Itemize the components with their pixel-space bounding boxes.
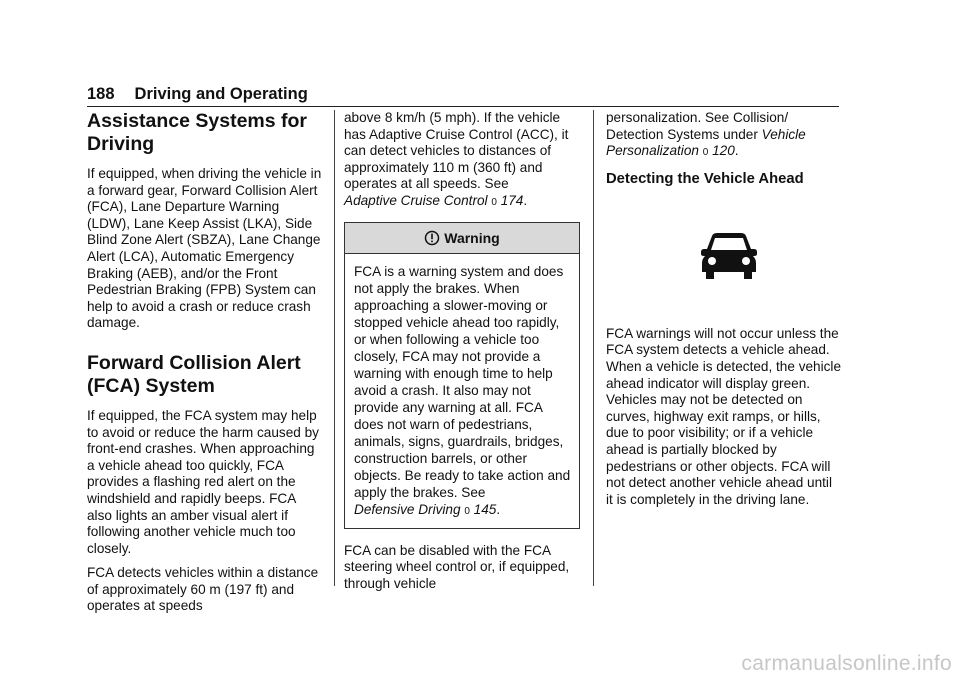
heading-fca-system: Forward Collision Alert (FCA) System	[87, 351, 301, 397]
link-defensive-driving[interactable]: Defensive Driving	[354, 501, 461, 517]
page-ref-number[interactable]: 174	[500, 192, 524, 208]
warning-text: FCA is a warning system and does not apply the brakes. When approaching a slower-moving or stopped vehicle ahead too rapidly, or when following a vehicle too closely, FCA may not provide a warning with enough time to help avoid a crash. It also may not provide any warning at all. FCA does not warn of pedestrians, animals, signs, guardrails, bridges, construction barrels, or other objects. Be ready to take action and apply the brakes. See	[354, 263, 571, 500]
column-divider	[334, 110, 335, 586]
link-vehicle-personalization[interactable]: Vehicle Personalization	[606, 126, 806, 159]
heading-assistance-systems: Assistance Systems for Driving	[87, 110, 308, 155]
paragraph: FCA detects vehicles within a distance of approximately 60 m (197 ft) and operates at speeds	[87, 565, 319, 614]
page-ref-symbol: 0	[702, 147, 709, 159]
vehicle-ahead-icon	[700, 232, 758, 280]
warning-header	[345, 223, 579, 254]
page-header	[87, 84, 839, 107]
page-ref-symbol: 0	[464, 505, 470, 517]
warning-box	[344, 222, 580, 529]
paragraph: If equipped, when driving the vehicle in a forward gear, Forward Collision Alert (FCA), Lane Departure Warning (LDW), Lane Keep Assist (LKA), Side Blind Zone Alert (SBZA), Lane Change Alert (LCA), Automatic Emergency Braking (AEB), and/or the Front Pedestrian Braking (FPB) System can help to avoid a crash or reduce crash damage.	[87, 166, 322, 331]
page-ref-number[interactable]: 120	[712, 143, 735, 159]
paragraph: above 8 km/h (5 mph). If the vehicle has Adaptive Cruise Control (ACC), it can detect vehicles to distances of approximately 110 m (360 ft) and operates at all speeds. See Adaptive Cruise Control 0 174.	[344, 110, 569, 208]
paragraph: If equipped, the FCA system may help to avoid or reduce the harm caused by front-end crashes. When approaching a vehicle ahead too quickly, FCA provides a flashing red alert on the windshield and rapidly beeps. FCA also lights an amber visual alert if following another vehicle much too closely.	[87, 407, 319, 556]
link-adaptive-cruise-control[interactable]: Adaptive Cruise Control	[344, 192, 488, 208]
column-divider	[593, 110, 594, 586]
paragraph: personalization. See Collision/ Detection Systems under Vehicle Personalization 0 120.	[606, 110, 806, 159]
heading-detecting-vehicle-ahead: Detecting the Vehicle Ahead	[606, 170, 804, 187]
section-title: Driving and Operating	[134, 85, 308, 103]
warning-title: Warning	[444, 229, 500, 246]
watermark: carmanualsonline.info	[741, 652, 952, 675]
warning-body: FCA is a warning system and does not apply the brakes. When approaching a slower-moving or stopped vehicle ahead too rapidly, or when following a vehicle too closely, FCA may not provide a warning with enough time to help avoid a crash. It also may not provide any warning at all. FCA does not warn of pedestrians, animals, signs, guardrails, bridges, construction barrels, or other objects. Be ready to take action and apply the brakes. See Defensive Driving 0 145.	[354, 263, 571, 517]
column-3	[606, 110, 842, 516]
paragraph: FCA can be disabled with the FCA steering wheel control or, if equipped, through vehicle	[344, 542, 570, 591]
column-1	[87, 110, 323, 623]
page-ref-number[interactable]: 145	[473, 501, 497, 517]
page-number: 188	[87, 85, 115, 103]
paragraph: FCA warnings will not occur unless the FCA system detects a vehicle ahead. When a vehicle is detected, the vehicle ahead indicator will display green. Vehicles may not be detected on curves, highway exit ramps, or hills, due to poor visibility; or if a vehicle ahead is partially blocked by pedestrians or other objects. FCA will not detect another vehicle ahead until it is completely in the driving lane.	[606, 325, 842, 507]
column-2	[344, 110, 580, 600]
paragraph-text: personalization. See Collision/ Detection Systems under	[606, 110, 789, 142]
paragraph-text: above 8 km/h (5 mph). If the vehicle has Adaptive Cruise Control (ACC), it can detect vehicles to distances of approximately 110 m (360 ft) and operates at all speeds. See	[344, 110, 569, 192]
warning-icon	[424, 230, 440, 246]
page-ref-symbol: 0	[491, 196, 497, 208]
